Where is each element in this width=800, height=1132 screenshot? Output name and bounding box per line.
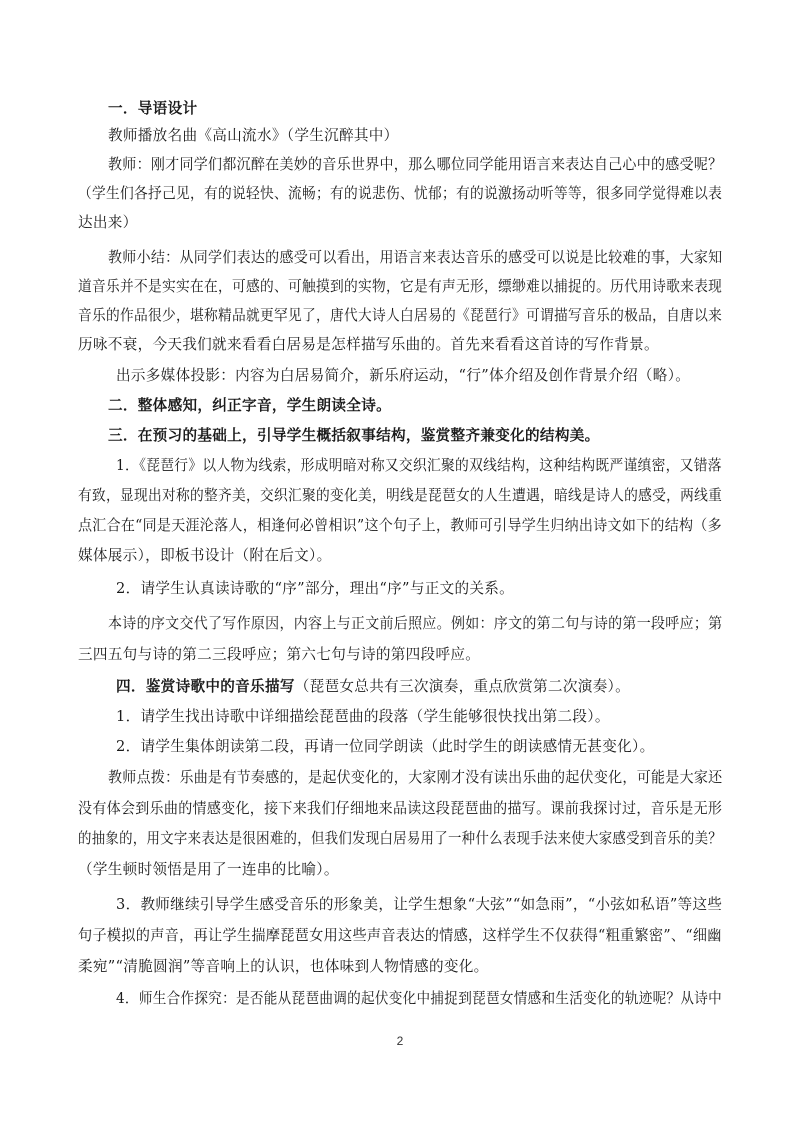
paragraph-line: 教师：刚才同学们都沉醉在美妙的音乐世界中，那么哪位同学能用语言来表达自己心中的感受呢？ (108, 156, 723, 173)
paragraph-line: 道音乐并不是实实在在，可感的、可触摸到的实物，它是有声无形，缥缈难以捕捉的。历代用诗歌来表现 (78, 278, 723, 295)
heading-3: 三．在预习的基础上，引导学生概括叙事结构，鉴赏整齐兼变化的结构美。 (108, 427, 600, 444)
paragraph-line: 教师小结：从同学们表达的感受可以看出，用语言来表达音乐的感受可以说是比较难的事，大家知 (108, 249, 723, 266)
paragraph-line: 4．师生合作探究：是否能从琵琶曲调的起伏变化中捕捉到琵琶女情感和生活变化的轨迹呢？从诗中 (116, 990, 723, 1007)
paragraph-line: （学生顿时领悟是用了一连串的比喻）。 (78, 861, 339, 878)
paragraph-line: 三四五句与诗的第二三段呼应；第六七句与诗的第四段呼应。 (78, 646, 481, 663)
paragraph-line: 的抽象的，用文字来表达是很困难的，但我们发现白居易用了一种什么表现手法来使大家感受到音乐的美？ (78, 830, 723, 847)
paragraph-line: 音乐的作品很少，堪称精品就更罕见了，唐代大诗人白居易的《琵琶行》可谓描写音乐的极品，自唐以来 (78, 307, 723, 324)
heading-4: 四．鉴赏诗歌中的音乐描写 (116, 678, 295, 695)
paragraph-line: 柔宛”“清脆圆润”等音响上的认识，也体味到人物情感的变化。 (78, 958, 489, 975)
heading-4-line (116, 677, 630, 697)
paragraph-line: 句子模拟的声音，再让学生揣摩琵琶女用这些声音表达的情感，这样学生不仅获得“粗重繁密”、“细幽 (78, 927, 722, 944)
paragraph-line: 达出来） (78, 214, 138, 231)
paragraph-line: 点汇合在“同是天涯沦落人，相逢何必曾相识”这个句子上，教师可引导学生归纳出诗文如下的结构（多 (78, 517, 722, 534)
paragraph-line: 没有体会到乐曲的情感变化，接下来我们仔细地来品读这段琵琶曲的描写。课前我探讨过，音乐是无形 (78, 800, 723, 817)
paragraph-line: 有致，显现出对称的整齐美，交织汇聚的变化美，明线是琵琶女的人生遭遇，暗线是诗人的感受，两线重 (78, 487, 723, 504)
paragraph-line: 教师点拨：乐曲是有节奏感的，是起伏变化的，大家刚才没有读出乐曲的起伏变化，可能是大家还 (108, 769, 723, 786)
paragraph-line: 历咏不衰，今天我们就来看看白居易是怎样描写乐曲的。首先来看看这首诗的写作背景。 (78, 336, 659, 353)
paragraph-line: 1．请学生找出诗歌中详细描绘琵琶曲的段落（学生能够很快找出第二段）。 (116, 708, 610, 725)
page-number: 2 (396, 1034, 404, 1048)
paragraph-line: 3．教师继续引导学生感受音乐的形象美，让学生想象“大弦”“如急雨”，“小弦如私语”等这些 (116, 896, 723, 913)
paragraph-line: 1．《琵琶行》以人物为线索，形成明暗对称又交织汇聚的双线结构，这种结构既严谨缜密，又错落 (116, 457, 722, 474)
paragraph-line: 本诗的序文交代了写作原因，内容上与正文前后照应。例如：序文的第二句与诗的第一段呼应；第 (108, 615, 723, 632)
paragraph-line: 2．请学生集体朗读第二段，再请一位同学朗读（此时学生的朗读感情无甚变化）。 (116, 738, 655, 755)
paragraph-line: 出示多媒体投影：内容为白居易简介，新乐府运动，“行”体介绍及创作背景介绍（略）。 (116, 367, 691, 384)
paragraph-line: 教师播放名曲《高山流水》（学生沉醉其中） (108, 127, 399, 144)
heading-4-note: （琵琶女总共有三次演奏，重点欣赏第二次演奏）。 (294, 678, 630, 695)
paragraph-line: 媒体展示），即板书设计（附在后文）。 (78, 547, 332, 564)
paragraph-line: 2．请学生认真读诗歌的“序”部分，理出“序”与正文的关系。 (116, 580, 515, 597)
heading-1: 一．导语设计 (108, 100, 198, 117)
paragraph-line: （学生们各抒己见，有的说轻快、流畅；有的说悲伤、忧郁；有的说激扬动听等等，很多同学觉得难以表 (78, 185, 723, 202)
heading-2: 二．整体感知，纠正字音，学生朗读全诗。 (108, 397, 391, 414)
